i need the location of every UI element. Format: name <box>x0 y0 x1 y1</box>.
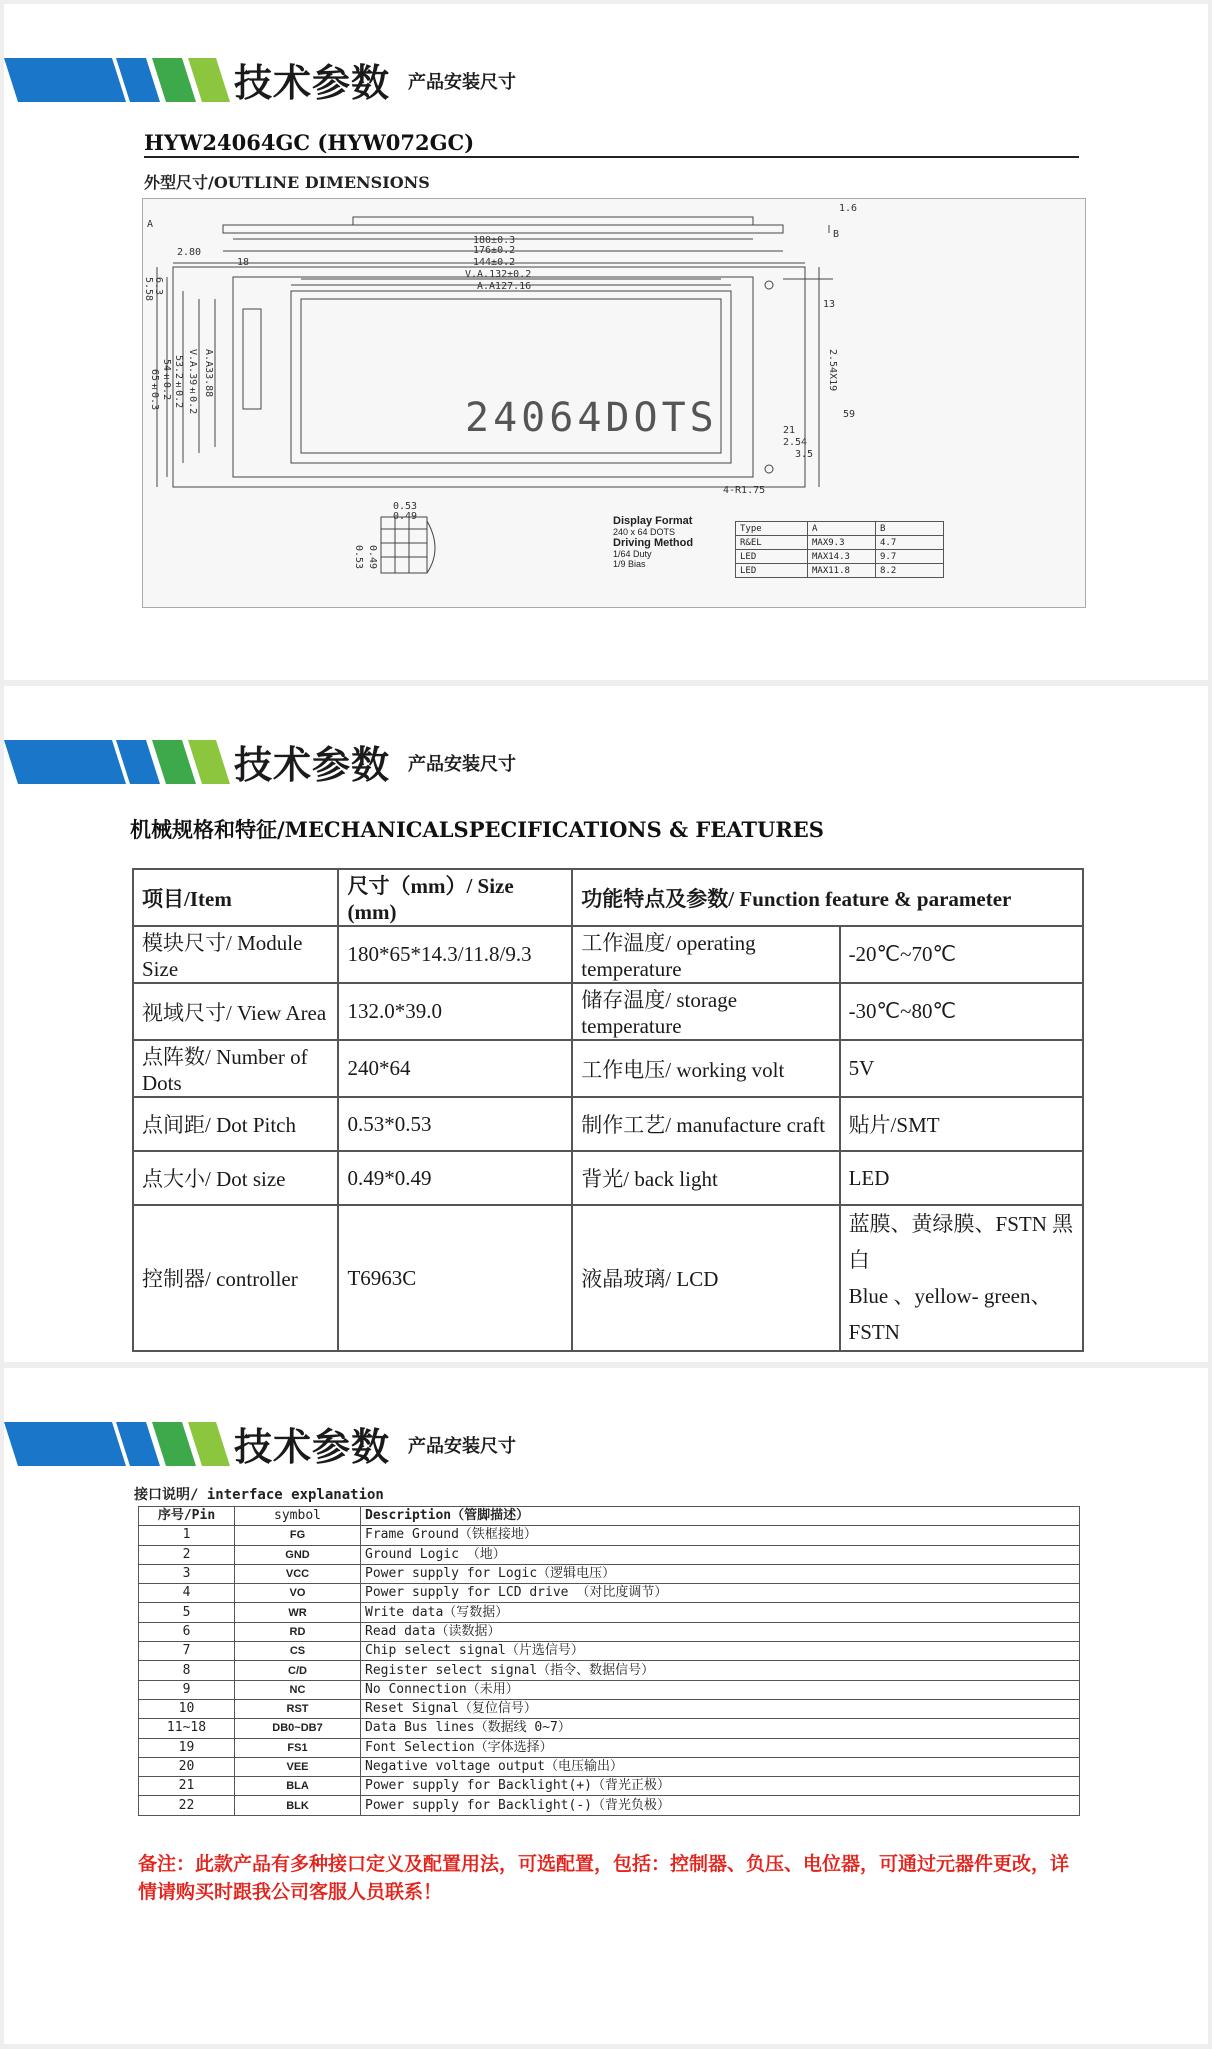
if-row <box>139 1584 1080 1603</box>
header-stripe-blue <box>4 740 126 784</box>
if-symbol: VCC <box>235 1564 361 1583</box>
section-header <box>4 726 704 786</box>
dim-65: 65±0.3 <box>149 369 160 411</box>
dim-053-vertical: 0.53 <box>353 545 364 570</box>
title-rule <box>144 156 1079 158</box>
if-pin: 5 <box>139 1603 235 1622</box>
mech-header-item: 项目/Item <box>133 869 338 926</box>
if-desc: Power supply for LCD drive （对比度调节） <box>361 1584 1080 1603</box>
mech-cell: 工作温度/ operating temperature <box>572 926 839 983</box>
if-row <box>139 1526 1080 1545</box>
dim-21: 21 <box>783 425 796 436</box>
mechanical-table <box>132 868 1084 1352</box>
if-pin: 8 <box>139 1661 235 1680</box>
model-title: HYW24064GC (HYW072GC) <box>144 130 475 155</box>
dim-532: 53.2±0.2 <box>173 355 184 409</box>
driving-bias: 1/9 Bias <box>613 559 646 569</box>
if-header-symbol: symbol <box>235 1507 361 1526</box>
if-desc: Font Selection（字体选择） <box>361 1738 1080 1757</box>
driving-duty: 1/64 Duty <box>613 549 652 559</box>
mech-cell: 5V <box>840 1040 1083 1097</box>
dim-13: 13 <box>823 299 836 310</box>
if-desc: Ground Logic （地） <box>361 1545 1080 1564</box>
dim-049: 0.49 <box>393 511 418 522</box>
if-pin: 19 <box>139 1738 235 1757</box>
header-stripe-green <box>152 58 196 102</box>
dim-aa127: A.A127.16 <box>477 281 532 292</box>
if-row <box>139 1719 1080 1738</box>
dim-63: 6.3 <box>153 277 164 296</box>
mech-cell: 点间距/ Dot Pitch <box>133 1097 338 1151</box>
mech-cell: 背光/ back light <box>572 1151 839 1205</box>
if-symbol: FS1 <box>235 1738 361 1757</box>
header-stripe-blue <box>4 1422 126 1466</box>
if-row <box>139 1777 1080 1796</box>
type-cell: MAX14.3 <box>808 550 876 564</box>
if-row <box>139 1564 1080 1583</box>
section-subtitle: 产品安装尺寸 <box>408 754 516 775</box>
interface-title: 接口说明/ interface explanation <box>134 1487 384 1503</box>
dim-180: 180±0.3 <box>473 235 516 246</box>
mech-cell-lcd <box>840 1205 1083 1351</box>
mech-cell: 储存温度/ storage temperature <box>572 983 839 1040</box>
header-stripe-lightgreen <box>188 740 230 784</box>
display-format-block <box>613 515 693 569</box>
mechanical-title: 机械规格和特征/MECHANICALSPECIFICATIONS & FEATURES <box>130 817 824 842</box>
dim-A: A <box>147 219 154 230</box>
type-cell: LED <box>736 564 808 578</box>
if-row <box>139 1757 1080 1776</box>
if-pin: 3 <box>139 1564 235 1583</box>
mech-cell: 控制器/ controller <box>133 1205 338 1351</box>
if-symbol: RST <box>235 1699 361 1718</box>
display-format-title: Display Format <box>613 515 693 527</box>
dim-va39: V.A.39±0.2 <box>187 349 198 415</box>
mech-cell: 制作工艺/ manufacture craft <box>572 1097 839 1151</box>
type-cell: R&EL <box>736 536 808 550</box>
mech-cell: -20℃~70℃ <box>840 926 1083 983</box>
frame-outline <box>233 277 753 477</box>
if-pin: 9 <box>139 1680 235 1699</box>
remark-note: 备注：此款产品有多种接口定义及配置用法，可选配置，包括：控制器、负压、电位器，可通过元器件更改，详情请购买时跟我公司客服人员联系！ <box>138 1853 1070 1903</box>
if-row <box>139 1642 1080 1661</box>
mech-header-size: 尺寸（mm）/ Size (mm) <box>338 869 572 926</box>
dot-detail <box>381 517 427 573</box>
type-cell: MAX11.8 <box>808 564 876 578</box>
mech-row <box>133 1040 1083 1097</box>
type-header-b: B <box>876 522 944 536</box>
dim-254x19: 2.54X19 <box>827 349 838 392</box>
mech-lcd-line-1: 蓝膜、黄绿膜、FSTN 黑白 <box>848 1212 1074 1272</box>
header-stripe-green <box>152 740 196 784</box>
if-symbol: GND <box>235 1545 361 1564</box>
if-symbol: VO <box>235 1584 361 1603</box>
if-symbol: RD <box>235 1622 361 1641</box>
mech-cell: 点阵数/ Number of Dots <box>133 1040 338 1097</box>
if-row <box>139 1680 1080 1699</box>
dim-18: 18 <box>237 257 250 268</box>
mech-row <box>133 983 1083 1040</box>
if-symbol: WR <box>235 1603 361 1622</box>
mech-cell: 工作电压/ working volt <box>572 1040 839 1097</box>
mech-cell: 点大小/ Dot size <box>133 1151 338 1205</box>
section-title: 技术参数 <box>234 743 391 787</box>
dim-54: 54±0.2 <box>161 359 172 401</box>
driving-method-title: Driving Method <box>613 537 694 549</box>
outline-drawing <box>142 198 1086 608</box>
if-desc: Read data（读数据） <box>361 1622 1080 1641</box>
if-symbol: NC <box>235 1680 361 1699</box>
mech-row <box>133 1097 1083 1151</box>
mech-cell: 180*65*14.3/11.8/9.3 <box>338 926 572 983</box>
dim-176: 176±0.2 <box>473 245 516 256</box>
mech-lcd-line-2: Blue 、yellow- green、FSTN <box>848 1284 1052 1344</box>
mech-cell: LED <box>840 1151 1083 1205</box>
if-row <box>139 1796 1080 1815</box>
mech-cell: T6963C <box>338 1205 572 1351</box>
if-symbol: BLK <box>235 1796 361 1815</box>
section-subtitle: 产品安装尺寸 <box>408 72 516 93</box>
mech-cell: 液晶玻璃/ LCD <box>572 1205 839 1351</box>
mech-cell: 贴片/SMT <box>840 1097 1083 1151</box>
mech-cell: 视域尺寸/ View Area <box>133 983 338 1040</box>
if-pin: 20 <box>139 1757 235 1776</box>
outline-dimensions-panel <box>4 4 1208 680</box>
mech-cell: 132.0*39.0 <box>338 983 572 1040</box>
mech-cell: 240*64 <box>338 1040 572 1097</box>
dim-aa33: A.A33.88 <box>203 349 214 398</box>
mech-cell: 0.49*0.49 <box>338 1151 572 1205</box>
section-header <box>4 44 704 104</box>
if-desc: Power supply for Backlight(+)（背光正极） <box>361 1777 1080 1796</box>
if-symbol: BLA <box>235 1777 361 1796</box>
side-profile <box>223 225 783 233</box>
mech-row <box>133 926 1083 983</box>
type-cell: 9.7 <box>876 550 944 564</box>
dim-va132: V.A.132±0.2 <box>465 269 532 280</box>
display-format-value: 240 x 64 DOTS <box>613 527 676 537</box>
if-pin: 2 <box>139 1545 235 1564</box>
mechanical-specs-panel <box>4 686 1208 1362</box>
if-row <box>139 1603 1080 1622</box>
dim-B: B <box>833 229 840 240</box>
interface-table <box>138 1506 1080 1816</box>
type-table-row <box>736 564 944 578</box>
if-desc: No Connection（未用） <box>361 1680 1080 1699</box>
section-title: 技术参数 <box>234 1425 391 1469</box>
side-components <box>353 217 753 225</box>
pin-header <box>243 309 261 409</box>
dim-558: 5.58 <box>143 277 154 302</box>
if-header-pin: 序号/Pin <box>139 1507 235 1526</box>
if-pin: 22 <box>139 1796 235 1815</box>
dim-049-vertical: 0.49 <box>367 545 378 570</box>
type-table-row <box>736 550 944 564</box>
mech-cell: -30℃~80℃ <box>840 983 1083 1040</box>
header-stripe-lightgreen <box>188 1422 230 1466</box>
if-desc: Reset Signal（复位信号） <box>361 1699 1080 1718</box>
type-cell: LED <box>736 550 808 564</box>
header-stripe-blue <box>4 58 126 102</box>
if-row <box>139 1545 1080 1564</box>
if-header-desc: Description（管脚描述） <box>361 1507 1080 1526</box>
if-symbol: VEE <box>235 1757 361 1776</box>
if-symbol: FG <box>235 1526 361 1545</box>
pcb-outline <box>173 267 808 487</box>
dim-144: 144±0.2 <box>473 257 516 268</box>
dim-16: 1.6 <box>839 203 858 214</box>
type-cell: 4.7 <box>876 536 944 550</box>
if-pin: 7 <box>139 1642 235 1661</box>
if-desc: Frame Ground（铁框接地） <box>361 1526 1080 1545</box>
section-header <box>4 1408 704 1468</box>
header-stripe-green <box>152 1422 196 1466</box>
if-symbol: CS <box>235 1642 361 1661</box>
if-header-row <box>139 1507 1080 1526</box>
if-desc: Chip select signal（片选信号） <box>361 1642 1080 1661</box>
dim-59: 59 <box>843 409 856 420</box>
if-desc: Power supply for Backlight(-)（背光负极） <box>361 1796 1080 1815</box>
type-header-a: A <box>808 522 876 536</box>
dim-053: 0.53 <box>393 501 418 512</box>
if-pin: 10 <box>139 1699 235 1718</box>
section-title: 技术参数 <box>234 61 391 105</box>
if-desc: Power supply for Logic（逻辑电压） <box>361 1564 1080 1583</box>
if-desc: Write data（写数据） <box>361 1603 1080 1622</box>
if-pin: 4 <box>139 1584 235 1603</box>
if-row <box>139 1738 1080 1757</box>
header-stripe-lightgreen <box>188 58 230 102</box>
if-pin: 21 <box>139 1777 235 1796</box>
dim-35: 3.5 <box>795 449 814 460</box>
mech-cell: 0.53*0.53 <box>338 1097 572 1151</box>
if-row <box>139 1622 1080 1641</box>
mech-row <box>133 1151 1083 1205</box>
mech-row <box>133 1205 1083 1351</box>
display-dots-label: 24064DOTS <box>465 395 718 441</box>
dim-254: 2.54 <box>783 437 808 448</box>
if-symbol: C/D <box>235 1661 361 1680</box>
if-pin: 11~18 <box>139 1719 235 1738</box>
section-subtitle: 产品安装尺寸 <box>408 1436 516 1457</box>
mech-header-row <box>133 869 1083 926</box>
if-row <box>139 1661 1080 1680</box>
type-table-header <box>736 522 944 536</box>
if-desc: Register select signal（指令、数据信号） <box>361 1661 1080 1680</box>
type-table <box>735 521 944 578</box>
if-pin: 1 <box>139 1526 235 1545</box>
if-row <box>139 1699 1080 1718</box>
type-cell: 8.2 <box>876 564 944 578</box>
if-pin: 6 <box>139 1622 235 1641</box>
mech-cell: 模块尺寸/ Module Size <box>133 926 338 983</box>
outline-subtitle: 外型尺寸/OUTLINE DIMENSIONS <box>144 173 430 192</box>
if-desc: Data Bus lines（数据线 0~7） <box>361 1719 1080 1738</box>
if-desc: Negative voltage output（电压输出） <box>361 1757 1080 1776</box>
type-cell: MAX9.3 <box>808 536 876 550</box>
if-symbol: DB0~DB7 <box>235 1719 361 1738</box>
type-table-row <box>736 536 944 550</box>
mech-header-feature: 功能特点及参数/ Function feature & parameter <box>572 869 1083 926</box>
dim-280: 2.80 <box>177 247 202 258</box>
type-header-type: Type <box>736 522 808 536</box>
interface-panel <box>4 1368 1208 2044</box>
dim-r175: 4-R1.75 <box>723 485 766 496</box>
